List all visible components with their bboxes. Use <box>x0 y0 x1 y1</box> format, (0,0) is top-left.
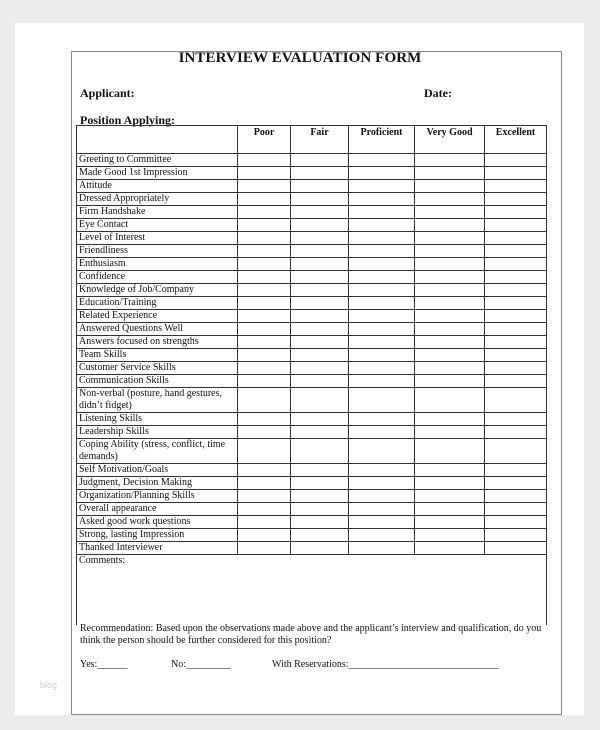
header-poor: Poor <box>238 126 291 154</box>
rating-cell[interactable] <box>485 477 547 490</box>
criterion-label: Level of Interest <box>77 232 238 245</box>
rating-cell[interactable] <box>349 284 415 297</box>
rating-cell[interactable] <box>291 413 349 426</box>
rating-cell[interactable] <box>415 529 485 542</box>
form-title: INTERVIEW EVALUATION FORM <box>178 50 422 66</box>
rating-cell[interactable] <box>238 362 291 375</box>
header-proficient: Proficient <box>349 126 415 154</box>
rating-cell[interactable] <box>238 271 291 284</box>
rating-cell[interactable] <box>415 336 485 349</box>
table-row <box>77 516 547 529</box>
rating-cell[interactable] <box>349 413 415 426</box>
rating-cell[interactable] <box>485 206 547 219</box>
table-row <box>77 542 547 555</box>
rating-cell[interactable] <box>291 284 349 297</box>
rating-cell[interactable] <box>349 336 415 349</box>
criterion-label: Attitude <box>77 180 238 193</box>
rating-cell[interactable] <box>238 439 291 464</box>
rating-cell[interactable] <box>485 439 547 464</box>
rating-cell[interactable] <box>485 388 547 413</box>
rating-cell[interactable] <box>415 388 485 413</box>
header-criteria <box>77 126 238 154</box>
table-header-row <box>77 126 547 154</box>
rating-cell[interactable] <box>238 297 291 310</box>
rating-cell[interactable] <box>485 310 547 323</box>
criterion-label: Thanked Interviewer <box>77 542 238 555</box>
rating-cell[interactable] <box>238 464 291 477</box>
table-row <box>77 206 547 219</box>
rating-cell[interactable] <box>291 219 349 232</box>
rating-cell[interactable] <box>485 245 547 258</box>
applicant-label: Applicant: <box>80 86 135 100</box>
criterion-label: Made Good 1st Impression <box>77 167 238 180</box>
rating-cell[interactable] <box>238 219 291 232</box>
rating-cell[interactable] <box>415 154 485 167</box>
criterion-label: Team Skills <box>77 349 238 362</box>
rating-cell[interactable] <box>238 245 291 258</box>
table-row <box>77 284 547 297</box>
rating-cell[interactable] <box>415 245 485 258</box>
rating-cell[interactable] <box>349 297 415 310</box>
criterion-label: Enthusiasm <box>77 258 238 271</box>
rating-cell[interactable] <box>485 413 547 426</box>
rating-cell[interactable] <box>349 516 415 529</box>
rating-cell[interactable] <box>349 271 415 284</box>
position-label: Position Applying: <box>80 113 176 127</box>
rating-cell[interactable] <box>291 180 349 193</box>
criterion-label: Friendliness <box>77 245 238 258</box>
date-label: Date: <box>424 86 452 100</box>
rating-cell[interactable] <box>485 516 547 529</box>
rating-cell[interactable] <box>291 426 349 439</box>
rating-cell[interactable] <box>349 193 415 206</box>
rating-cell[interactable] <box>238 154 291 167</box>
rating-cell[interactable] <box>238 542 291 555</box>
rating-cell[interactable] <box>291 206 349 219</box>
rating-cell[interactable] <box>485 362 547 375</box>
reservations-option[interactable]: With Reservations:______________________________ <box>272 659 499 670</box>
rating-cell[interactable] <box>415 271 485 284</box>
rating-cell[interactable] <box>349 529 415 542</box>
table-row <box>77 271 547 284</box>
rating-cell[interactable] <box>238 529 291 542</box>
rating-cell[interactable] <box>349 245 415 258</box>
rating-cell[interactable] <box>415 219 485 232</box>
rating-cell[interactable] <box>291 439 349 464</box>
rating-cell[interactable] <box>415 180 485 193</box>
criterion-label: Asked good work questions <box>77 516 238 529</box>
rating-cell[interactable] <box>485 167 547 180</box>
rating-cell[interactable] <box>485 426 547 439</box>
rating-cell[interactable] <box>415 516 485 529</box>
criterion-label: Communication Skills <box>77 375 238 388</box>
table-row <box>77 180 547 193</box>
rating-cell[interactable] <box>238 206 291 219</box>
rating-cell[interactable] <box>291 388 349 413</box>
criterion-label: Answered Questions Well <box>77 323 238 336</box>
rating-cell[interactable] <box>485 154 547 167</box>
rating-cell[interactable] <box>291 336 349 349</box>
rating-cell[interactable] <box>238 323 291 336</box>
table-row <box>77 310 547 323</box>
rating-cell[interactable] <box>238 477 291 490</box>
rating-cell[interactable] <box>349 323 415 336</box>
no-option[interactable]: No:_________ <box>171 659 231 670</box>
rating-cell[interactable] <box>415 297 485 310</box>
rating-cell[interactable] <box>238 336 291 349</box>
rating-cell[interactable] <box>349 439 415 464</box>
rating-cell[interactable] <box>415 206 485 219</box>
rating-cell[interactable] <box>485 297 547 310</box>
table-row <box>77 529 547 542</box>
table-row <box>77 490 547 503</box>
rating-cell[interactable] <box>415 362 485 375</box>
header-fair: Fair <box>291 126 349 154</box>
rating-cell[interactable] <box>415 349 485 362</box>
rating-cell[interactable] <box>238 258 291 271</box>
criterion-label: Education/Training <box>77 297 238 310</box>
rating-cell[interactable] <box>485 464 547 477</box>
comments-label[interactable]: Comments: <box>77 555 547 626</box>
table-row <box>77 413 547 426</box>
rating-cell[interactable] <box>291 323 349 336</box>
table-row <box>77 154 547 167</box>
rating-cell[interactable] <box>291 503 349 516</box>
rating-cell[interactable] <box>415 284 485 297</box>
criterion-label: Self Motivation/Goals <box>77 464 238 477</box>
rating-cell[interactable] <box>415 542 485 555</box>
table-row <box>77 439 547 464</box>
table-row <box>77 245 547 258</box>
rating-cell[interactable] <box>415 413 485 426</box>
rating-cell[interactable] <box>485 180 547 193</box>
rating-cell[interactable] <box>415 258 485 271</box>
criterion-label: Coping Ability (stress, conflict, time demands) <box>77 439 238 464</box>
table-row <box>77 477 547 490</box>
criterion-label: Dressed Appropriately <box>77 193 238 206</box>
table-row <box>77 219 547 232</box>
yes-option[interactable]: Yes:______ <box>80 659 128 670</box>
rating-cell[interactable] <box>485 375 547 388</box>
watermark: blog <box>40 680 58 690</box>
rating-cell[interactable] <box>349 232 415 245</box>
rating-cell[interactable] <box>291 297 349 310</box>
rating-cell[interactable] <box>485 219 547 232</box>
rating-cell[interactable] <box>291 232 349 245</box>
rating-cell[interactable] <box>291 271 349 284</box>
table-row <box>77 464 547 477</box>
criterion-label: Greeting to Committee <box>77 154 238 167</box>
rating-cell[interactable] <box>238 413 291 426</box>
table-row <box>77 388 547 413</box>
rating-cell[interactable] <box>238 167 291 180</box>
rating-cell[interactable] <box>415 439 485 464</box>
table-row <box>77 426 547 439</box>
table-row <box>77 336 547 349</box>
rating-cell[interactable] <box>291 375 349 388</box>
table-row <box>77 297 547 310</box>
rating-cell[interactable] <box>238 284 291 297</box>
criterion-label: Confidence <box>77 271 238 284</box>
rating-cell[interactable] <box>291 490 349 503</box>
rating-cell[interactable] <box>349 219 415 232</box>
rating-cell[interactable] <box>291 529 349 542</box>
rating-cell[interactable] <box>238 193 291 206</box>
rating-cell[interactable] <box>485 503 547 516</box>
rating-cell[interactable] <box>349 477 415 490</box>
rating-cell[interactable] <box>238 516 291 529</box>
evaluation-table <box>76 125 547 625</box>
criterion-label: Listening Skills <box>77 413 238 426</box>
rating-cell[interactable] <box>238 388 291 413</box>
rating-cell[interactable] <box>415 477 485 490</box>
rating-cell[interactable] <box>485 336 547 349</box>
rating-cell[interactable] <box>291 464 349 477</box>
rating-cell[interactable] <box>291 362 349 375</box>
criterion-label: Firm Handshake <box>77 206 238 219</box>
rating-cell[interactable] <box>415 490 485 503</box>
criterion-label: Leadership Skills <box>77 426 238 439</box>
rating-cell[interactable] <box>485 542 547 555</box>
rating-cell[interactable] <box>349 167 415 180</box>
rating-cell[interactable] <box>349 388 415 413</box>
table-row <box>77 167 547 180</box>
rating-cell[interactable] <box>349 154 415 167</box>
criterion-label: Answers focused on strengths <box>77 336 238 349</box>
rating-cell[interactable] <box>291 258 349 271</box>
table-row <box>77 349 547 362</box>
rating-cell[interactable] <box>485 232 547 245</box>
rating-cell[interactable] <box>291 516 349 529</box>
rating-cell[interactable] <box>349 464 415 477</box>
rating-cell[interactable] <box>485 323 547 336</box>
rating-cell[interactable] <box>238 375 291 388</box>
rating-cell[interactable] <box>349 349 415 362</box>
rating-cell[interactable] <box>415 323 485 336</box>
criterion-label: Judgment, Decision Making <box>77 477 238 490</box>
rating-cell[interactable] <box>349 180 415 193</box>
rating-cell[interactable] <box>349 362 415 375</box>
rating-cell[interactable] <box>485 193 547 206</box>
table-row <box>77 375 547 388</box>
rating-cell[interactable] <box>349 206 415 219</box>
rating-cell[interactable] <box>349 503 415 516</box>
rating-cell[interactable] <box>291 167 349 180</box>
table-row <box>77 503 547 516</box>
rating-cell[interactable] <box>291 542 349 555</box>
rating-cell[interactable] <box>415 167 485 180</box>
rating-cell[interactable] <box>415 503 485 516</box>
comments-row <box>77 555 547 626</box>
rating-cell[interactable] <box>415 426 485 439</box>
rating-cell[interactable] <box>291 349 349 362</box>
rating-cell[interactable] <box>485 529 547 542</box>
recommendation-text: Recommendation: Based upon the observations made above and the applicant’s interview and qualification, do you think the person should be further considered for this position? <box>80 623 542 646</box>
criterion-label: Knowledge of Job/Company <box>77 284 238 297</box>
rating-cell[interactable] <box>349 490 415 503</box>
criterion-label: Non-verbal (posture, hand gestures, didn’t fidget) <box>77 388 238 413</box>
table-row <box>77 232 547 245</box>
header-excellent: Excellent <box>485 126 547 154</box>
rating-cell[interactable] <box>415 232 485 245</box>
rating-cell[interactable] <box>291 154 349 167</box>
rating-cell[interactable] <box>291 245 349 258</box>
rating-cell[interactable] <box>415 464 485 477</box>
rating-cell[interactable] <box>238 490 291 503</box>
rating-cell[interactable] <box>238 349 291 362</box>
rating-cell[interactable] <box>349 426 415 439</box>
table-row <box>77 323 547 336</box>
rating-cell[interactable] <box>238 310 291 323</box>
criterion-label: Organization/Planning Skills <box>77 490 238 503</box>
table-row <box>77 362 547 375</box>
rating-cell[interactable] <box>485 490 547 503</box>
rating-cell[interactable] <box>291 310 349 323</box>
rating-cell[interactable] <box>349 542 415 555</box>
rating-cell[interactable] <box>415 310 485 323</box>
rating-cell[interactable] <box>238 426 291 439</box>
rating-cell[interactable] <box>238 503 291 516</box>
rating-cell[interactable] <box>291 477 349 490</box>
criterion-label: Customer Service Skills <box>77 362 238 375</box>
rating-cell[interactable] <box>349 258 415 271</box>
header-very-good: Very Good <box>415 126 485 154</box>
criterion-label: Strong, lasting Impression <box>77 529 238 542</box>
rating-cell[interactable] <box>349 375 415 388</box>
rating-cell[interactable] <box>238 232 291 245</box>
criterion-label: Related Experience <box>77 310 238 323</box>
rating-cell[interactable] <box>238 180 291 193</box>
table-row <box>77 258 547 271</box>
rating-cell[interactable] <box>485 349 547 362</box>
rating-cell[interactable] <box>415 193 485 206</box>
rating-cell[interactable] <box>349 310 415 323</box>
rating-cell[interactable] <box>291 193 349 206</box>
rating-cell[interactable] <box>485 258 547 271</box>
criterion-label: Eye Contact <box>77 219 238 232</box>
rating-cell[interactable] <box>415 375 485 388</box>
rating-cell[interactable] <box>485 271 547 284</box>
rating-cell[interactable] <box>485 284 547 297</box>
table-row <box>77 193 547 206</box>
criterion-label: Overall appearance <box>77 503 238 516</box>
